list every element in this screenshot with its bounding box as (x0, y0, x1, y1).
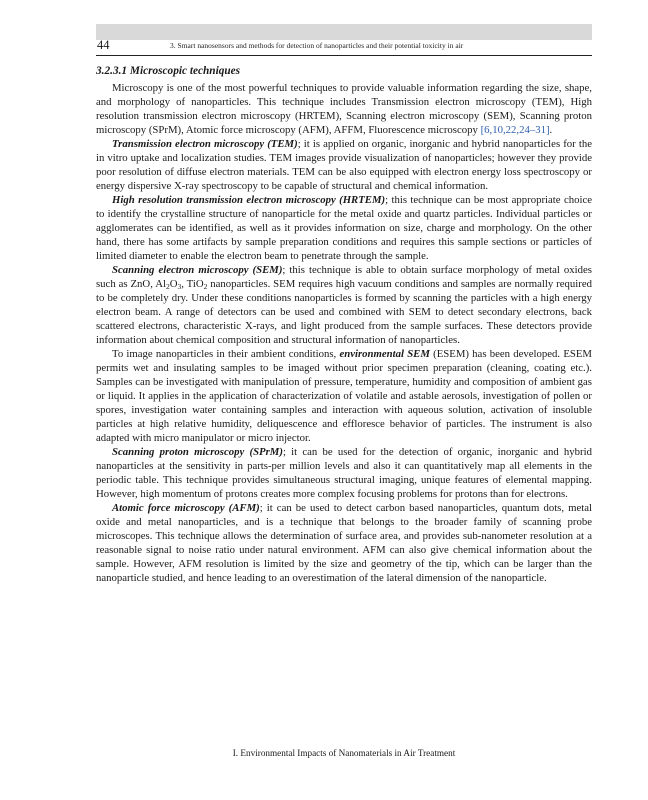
paragraph-intro-end: . (549, 124, 553, 136)
paragraph-intro-text: Microscopy is one of the most powerful techniques to provide valuable information regarding the size, shape, and morphology of nanoparticles. This technique includes Transmission electron microscopy (TEM), High resolution transmission electron microscopy (HRTEM), Scanning electron microscopy (SEM), Scanning proton microscopy (SPrM), Atomic force microscopy (AFM), AFFM, Fluorescence microscopy (96, 82, 592, 136)
term-hrtem: High resolution transmission electron microscopy (HRTEM) (112, 194, 386, 206)
paragraph-sem (96, 263, 592, 347)
body-text (96, 64, 592, 585)
term-afm: Atomic force microscopy (AFM) (112, 502, 260, 514)
paragraph-sprm-text: ; it can be used for the detection of organic, inorganic and hybrid nanoparticles at the sensitivity in parts-per million levels and also it can quantitatively map all elements in the periodic table. This technique provides simultaneous structural imaging, unique features of elemental mapping. However, high momentum of protons creates more complex focusing problems for protons than for electrons. (96, 446, 592, 500)
running-head: 3. Smart nanosensors and methods for detection of nanoparticles and their potential toxicity in air (170, 41, 464, 50)
section-title: Microscopic techniques (129, 65, 241, 77)
page-footer: I. Environmental Impacts of Nanomaterials in Air Treatment (232, 748, 456, 758)
page-number: 44 (97, 38, 110, 52)
term-tem: Transmission electron microscopy (TEM) (112, 138, 298, 150)
paragraph-afm (96, 501, 592, 585)
term-sem: Scanning electron microscopy (SEM) (112, 264, 283, 276)
paragraph-sem-text-b: O (169, 278, 178, 290)
paragraph-sem-text-a: ; this technique is able to obtain surface morphology of metal oxides such as ZnO, Al (96, 264, 592, 290)
subscript-ti: 2 (203, 282, 208, 291)
term-sprm: Scanning proton microscopy (SPrM) (112, 446, 283, 458)
paragraph-hrtem (96, 193, 592, 263)
subscript-o: 3 (177, 282, 182, 291)
paragraph-esem-text-a: To image nanoparticles in their ambient conditions, (112, 348, 340, 360)
paragraph-sprm (96, 445, 592, 501)
paragraph-sem-text-d: nanoparticles. SEM requires high vacuum conditions and samples are normally required to be completely dry. Under these conditions nanoparticles is formed by scanning the particles with a high energy electron beam. A range of detectors can be used and combined with SEM to detect secondary electrons, back scattered electrons, characteristic X-rays, and light produced from the sample surfaces. These detectors provide information about chemical composition and structural information of nanoparticles. (96, 278, 592, 346)
section-number: 3.2.3.1 (96, 65, 128, 77)
paragraph-esem-text-b: (ESEM) has been developed. ESEM permits wet and insulating samples to be imaged without prior specimen preparation (cleaning, coating etc.). Samples can be investigated with manipulation of pressure, temperature, humidity and composition of ambient gas or liquid. It applies in the application of characterization of volatile and astable aerosols, investigation of pollen or spores, investigation water containing samples and interaction with aqueous solution, activation of insoluble particles at high relative humidity, deliquescence and effloresce behavior of particles. The instrument is also adapted with micro manipulator or micro injector. (96, 348, 592, 444)
subscript-al: 2 (165, 282, 170, 291)
header-rule (96, 55, 592, 56)
section-heading (96, 64, 592, 78)
paragraph-sem-text-c: , TiO (181, 278, 204, 290)
term-esem: environmental SEM (339, 348, 430, 360)
paragraph-tem (96, 137, 592, 193)
paragraph-esem (96, 347, 592, 445)
paragraph-hrtem-text: ; this technique can be most appropriate choice to identify the crystalline structure of nanoparticle for the metal oxide and quartz particles. Individual particles or agglomerates can be identified, as well as it provides information on size, charge and morphology. On the other hand, there has some artifacts by sample preparation conditions and requires this sample sections or particles of limited diameter to enable the electron beam to penetrate through the sample. (96, 194, 592, 262)
paragraph-tem-text: ; it is applied on organic, inorganic and hybrid nanoparticles for the in vitro uptake and localization studies. TEM images provide visualization of nanoparticles; however they provide poor resolution of diffuse electron materials. TEM can be also equipped with electron energy loss spectroscopy or energy dispersive X-ray spectroscopy to be capable of structural and chemical information. (96, 138, 592, 192)
header-bar (96, 24, 592, 40)
citation-link[interactable]: [6,10,22,24–31] (480, 124, 550, 136)
paragraph-intro (96, 81, 592, 137)
paragraph-afm-text: ; it can be used to detect carbon based nanoparticles, quantum dots, metal oxide and metal nanoparticles, and is a technique that belongs to the broader family of scanning probe microscopes. This technique allows the determination of surface area, and provides sub-nanometer resolution at a reasonable signal to noise ratio under natural environment. AFM can also give chemical information about the sample. However, AFM resolution is limited by the size and geometry of the tip, which can be larger than the nanoparticle studied, and hence leading to an overestimation of the lateral dimension of the nanoparticle. (96, 502, 592, 584)
